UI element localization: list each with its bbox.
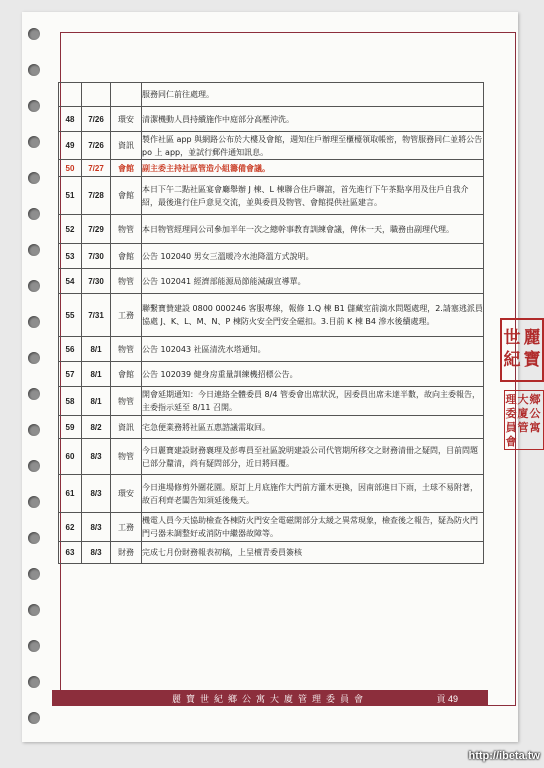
table-row (59, 387, 484, 416)
binder-hole (28, 28, 40, 40)
row-category: 資訊 (111, 416, 142, 439)
row-number: 54 (59, 269, 82, 294)
row-number: 60 (59, 439, 82, 475)
row-date (82, 83, 111, 107)
binder-hole (28, 208, 40, 220)
binder-hole (28, 496, 40, 508)
row-description: 聯繫寶贊建設 0800 000246 客服專線，報修 1.Q 棟 B1 儲藏室前滴水問題處理，2.請塞逃派員協處 J、K、L、M、N、P 棟防火安全門安全磁扣。3.目前 K 棟 B4 滲水後續處理。 (142, 294, 484, 337)
seal-char: 理 (505, 393, 517, 406)
row-date: 8/3 (82, 542, 111, 564)
row-category: 物管 (111, 337, 142, 362)
row-category: 物管 (111, 215, 142, 244)
row-number (59, 83, 82, 107)
row-description: 宅急便業務將社區五惠諮議需取回。 (142, 416, 484, 439)
row-date: 7/29 (82, 215, 111, 244)
row-date: 7/31 (82, 294, 111, 337)
row-description: 公告 102043 社區清洗水塔通知。 (142, 337, 484, 362)
row-description: 機電人員今天協助檢查各棟防火門安全電磁開部分太緩之異常現象，檢查後之報告，疑為防火門門弓器未調整好或消防中繼器故障等。 (142, 513, 484, 542)
binder-hole (28, 244, 40, 256)
table-row (59, 542, 484, 564)
work-log-body (59, 83, 484, 564)
row-date: 8/1 (82, 362, 111, 387)
seal-char: 寶 (523, 350, 541, 370)
row-category: 工務 (111, 294, 142, 337)
table-row (59, 513, 484, 542)
table-row (59, 132, 484, 160)
table-row (59, 215, 484, 244)
seal-char: 廈 (517, 407, 529, 420)
table-row (59, 294, 484, 337)
row-date: 8/3 (82, 439, 111, 475)
table-row (59, 107, 484, 132)
row-date: 8/3 (82, 475, 111, 513)
binder-hole (28, 352, 40, 364)
seal-char: 公 (529, 407, 541, 420)
row-date: 8/1 (82, 387, 111, 416)
row-number: 48 (59, 107, 82, 132)
row-category: 工務 (111, 513, 142, 542)
binder-hole (28, 100, 40, 112)
seal-char: 紀 (503, 350, 521, 370)
table-row (59, 416, 484, 439)
row-description: 製作社區 app 與網路公布於大樓及會館，週知住戶辦理至櫃檯領取帳密，物管服務同仁並將公告 po 上 app，並試行郵件通知訊息。 (142, 132, 484, 160)
binder-hole (28, 460, 40, 472)
row-description: 公告 102039 健身房重量訓練機招標公告。 (142, 362, 484, 387)
binder-hole (28, 532, 40, 544)
seal-char: 麗 (523, 328, 541, 348)
binder-hole (28, 316, 40, 328)
seal-char: 員 (505, 421, 517, 434)
row-number: 59 (59, 416, 82, 439)
table-row (59, 439, 484, 475)
row-description: 服務同仁前往處理。 (142, 83, 484, 107)
watermark: http://ibeta.tw (468, 750, 540, 762)
row-number: 62 (59, 513, 82, 542)
row-number: 57 (59, 362, 82, 387)
table-row (59, 337, 484, 362)
row-category: 財務 (111, 542, 142, 564)
binder-hole (28, 280, 40, 292)
row-category: 資訊 (111, 132, 142, 160)
footer-title: 麗寶世紀鄉公寓大廈管理委員會 (171, 695, 368, 705)
work-log-table (58, 82, 484, 564)
row-category: 環安 (111, 107, 142, 132)
row-description: 公告 102041 經濟部能源局節能減碳宣導單。 (142, 269, 484, 294)
row-date: 7/26 (82, 107, 111, 132)
binder-hole (28, 676, 40, 688)
table-row (59, 362, 484, 387)
row-number: 63 (59, 542, 82, 564)
row-description: 今日進場修剪外圍花園。原訂上月底施作大門前方灌木更換，因南部進日下雨，土球不易附著，故百利齊老闆告知須延後幾天。 (142, 475, 484, 513)
table-row (59, 83, 484, 107)
binder-holes (28, 12, 42, 742)
row-number: 58 (59, 387, 82, 416)
organization-seal-small (504, 390, 544, 450)
binder-hole (28, 604, 40, 616)
row-description: 副主委主持社區管造小組籌備會議。 (142, 160, 484, 177)
seal-char: 管 (517, 421, 529, 434)
binder-hole (28, 136, 40, 148)
page-footer (52, 690, 488, 706)
row-number: 61 (59, 475, 82, 513)
row-number: 56 (59, 337, 82, 362)
row-description: 本日物管經理同公司參加半年一次之總幹事教育訓練會議，俾休一天，職務由副理代理。 (142, 215, 484, 244)
row-category: 物管 (111, 269, 142, 294)
row-date: 7/28 (82, 177, 111, 215)
binder-hole (28, 640, 40, 652)
row-date: 7/27 (82, 160, 111, 177)
table-row (59, 244, 484, 269)
row-category: 會館 (111, 160, 142, 177)
row-number: 50 (59, 160, 82, 177)
row-category: 物管 (111, 387, 142, 416)
binder-hole (28, 172, 40, 184)
binder-hole (28, 568, 40, 580)
page-number: 貢 49 (436, 694, 458, 704)
organization-seal-large (500, 318, 544, 382)
seal-char: 會 (505, 435, 517, 448)
row-category: 會館 (111, 362, 142, 387)
row-date: 7/30 (82, 269, 111, 294)
row-description: 清潔機動人員持續施作中庭部分高壓沖洗。 (142, 107, 484, 132)
table-row (59, 177, 484, 215)
row-number: 51 (59, 177, 82, 215)
binder-hole (28, 388, 40, 400)
row-number: 52 (59, 215, 82, 244)
table-row (59, 475, 484, 513)
row-date: 7/30 (82, 244, 111, 269)
binder-hole (28, 64, 40, 76)
binder-hole (28, 424, 40, 436)
row-category: 會館 (111, 244, 142, 269)
row-description: 公告 102040 男女三溫暖冷水池降溫方式說明。 (142, 244, 484, 269)
row-description: 今日麗寶建設財務襄理及彭專員至社區說明建設公司代管期所移交之財務清冊之疑問，目前問題已部分釐清，尚有疑問部分，近日將回覆。 (142, 439, 484, 475)
row-category: 環安 (111, 475, 142, 513)
row-category: 物管 (111, 439, 142, 475)
seal-char: 委 (505, 407, 517, 420)
row-number: 53 (59, 244, 82, 269)
row-description: 開會延期通知：今日連絡全體委員 8/4 管委會出席狀況，因委員出席未達半數，故向主委報告，主委指示延至 8/11 召開。 (142, 387, 484, 416)
table-row (59, 269, 484, 294)
row-number: 55 (59, 294, 82, 337)
seal-char: 鄉 (529, 393, 541, 406)
seal-char: 大 (517, 393, 529, 406)
row-description: 本日下午二點社區宴會廳舉辦 J 棟、L 棟聯合住戶聯誼，首先進行下午茶點享用及住戶自我介紹，最後進行住戶意見交流，並與委員及物管、會館提供社區建言。 (142, 177, 484, 215)
row-description: 完成七月份財務報表初稿，上呈檀青委員簽核 (142, 542, 484, 564)
table-row (59, 160, 484, 177)
row-date: 8/2 (82, 416, 111, 439)
seal-char: 世 (503, 328, 521, 348)
row-category (111, 83, 142, 107)
row-category: 會館 (111, 177, 142, 215)
seal-char: 寓 (529, 421, 541, 434)
row-number: 49 (59, 132, 82, 160)
binder-hole (28, 712, 40, 724)
row-date: 7/26 (82, 132, 111, 160)
row-date: 8/3 (82, 513, 111, 542)
row-date: 8/1 (82, 337, 111, 362)
